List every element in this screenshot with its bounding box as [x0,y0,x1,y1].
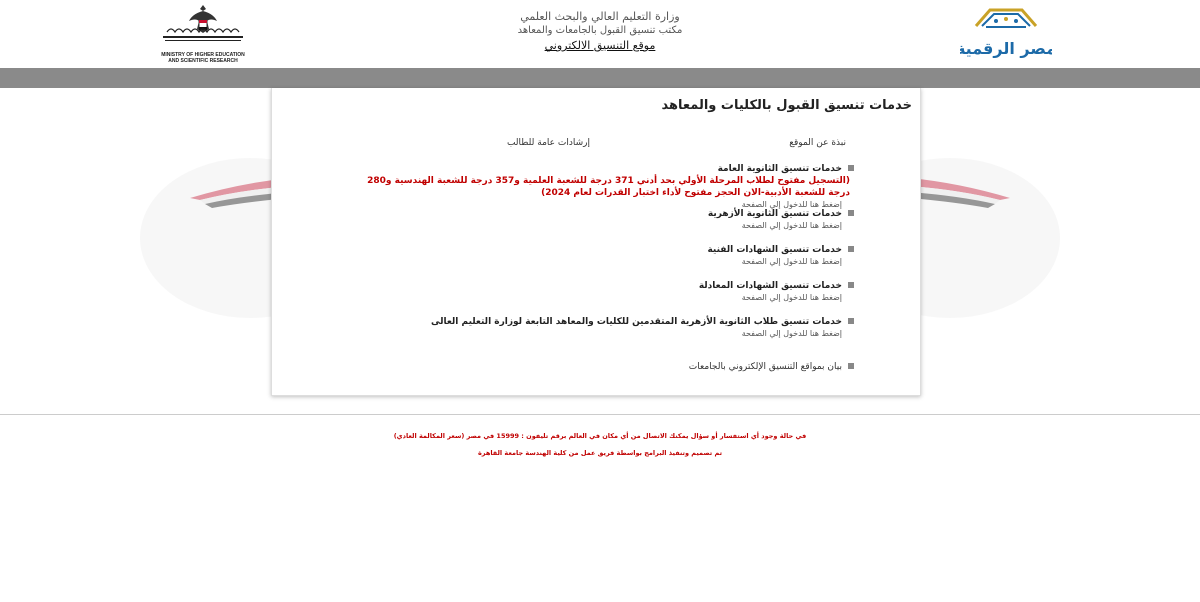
service-enter-link[interactable]: إضغط هنا للدخول إلي الصفحة [741,293,842,302]
egypt-digital-logo[interactable] [960,2,1052,64]
bullet-icon [848,318,854,324]
office-title: مكتب تنسيق القبول بالجامعات والمعاهد [517,25,683,36]
bullet-icon [848,363,854,369]
ministry-english-name [155,52,251,64]
service-title[interactable]: بيان بمواقع التنسيق الإلكتروني بالجامعات [688,362,842,372]
panel-title: خدمات تنسيق القبول بالكليات والمعاهد [661,98,912,113]
ministry-en-line2: AND SCIENTIFIC RESEARCH [168,58,238,64]
bullet-icon [848,246,854,252]
bullet-icon [848,165,854,171]
service-general-secondary[interactable] [342,163,850,211]
service-title[interactable]: خدمات تنسيق طلاب الثانوية الأزهرية المتقدمين للكليات والمعاهد التابعة لوزارة التعليم العالى [430,317,842,327]
header-center [450,10,750,54]
services-panel [271,88,921,396]
service-title[interactable]: خدمات تنسيق الشهادات الفنية [707,245,842,255]
ministry-en-line1: MINISTRY OF HIGHER EDUCATION [161,52,245,58]
service-enter-link[interactable]: إضغط هنا للدخول إلي الصفحة [741,200,842,209]
gray-band [0,68,1200,88]
service-announcement: (التسجيل مفتوح لطلاب المرحلة الأولي بحد أدني 371 درجة للشعبة العلمية و357 درجة للشعبة الهندسية و280 درجة للشعبة الأدبية-الان الحجز مفتوح لأداء اختبار القدرات لعام 2024) [367,176,850,198]
footer-contact: في حالة وجود أي استفسار أو سؤال يمكنك الاتصال من أي مكان في العالم برقم تليفون : 15999 في مصر (سعر المكالمة العادي) [393,432,807,440]
bullet-icon [848,282,854,288]
service-title[interactable] [352,163,850,199]
service-title[interactable]: خدمات تنسيق الشهادات المعادلة [698,281,842,291]
footer-divider [0,414,1200,415]
service-enter-link[interactable]: إضغط هنا للدخول إلي الصفحة [741,221,842,230]
flag-swoosh-right [910,88,1200,328]
egypt-digital-text: مصر الرقمية [960,39,1052,58]
flag-swoosh-left [0,88,290,328]
service-university-sites[interactable] [352,361,842,373]
egypt-digital-icon [960,2,1052,64]
service-equivalent-certificates[interactable] [352,280,842,304]
eagle-icon [155,2,251,52]
service-enter-link[interactable]: إضغط هنا للدخول إلي الصفحة [741,329,842,338]
service-title-text[interactable]: خدمات تنسيق الثانوية العامة [717,164,842,174]
service-title[interactable]: خدمات تنسيق الثانوية الأزهرية [707,209,842,219]
service-azhar-secondary[interactable] [352,208,842,232]
footer-credits: تم تصميم وتنفيذ البرامج بواسطة فريق عمل من كلية الهندسة جامعة القاهرة [477,449,723,457]
bullet-icon [848,210,854,216]
site-header [0,0,1200,68]
about-site-link[interactable]: نبذة عن الموقع [789,138,846,148]
service-azhar-higher-education[interactable] [352,316,842,340]
service-enter-link[interactable]: إضغط هنا للدخول إلي الصفحة [741,257,842,266]
site-title-link[interactable]: موقع التنسيق الالكتروني [544,39,656,52]
service-technical-certificates[interactable] [352,244,842,268]
ministry-title: وزارة التعليم العالي والبحث العلمي [520,10,680,23]
student-guide-link[interactable]: إرشادات عامة للطالب [506,138,590,148]
